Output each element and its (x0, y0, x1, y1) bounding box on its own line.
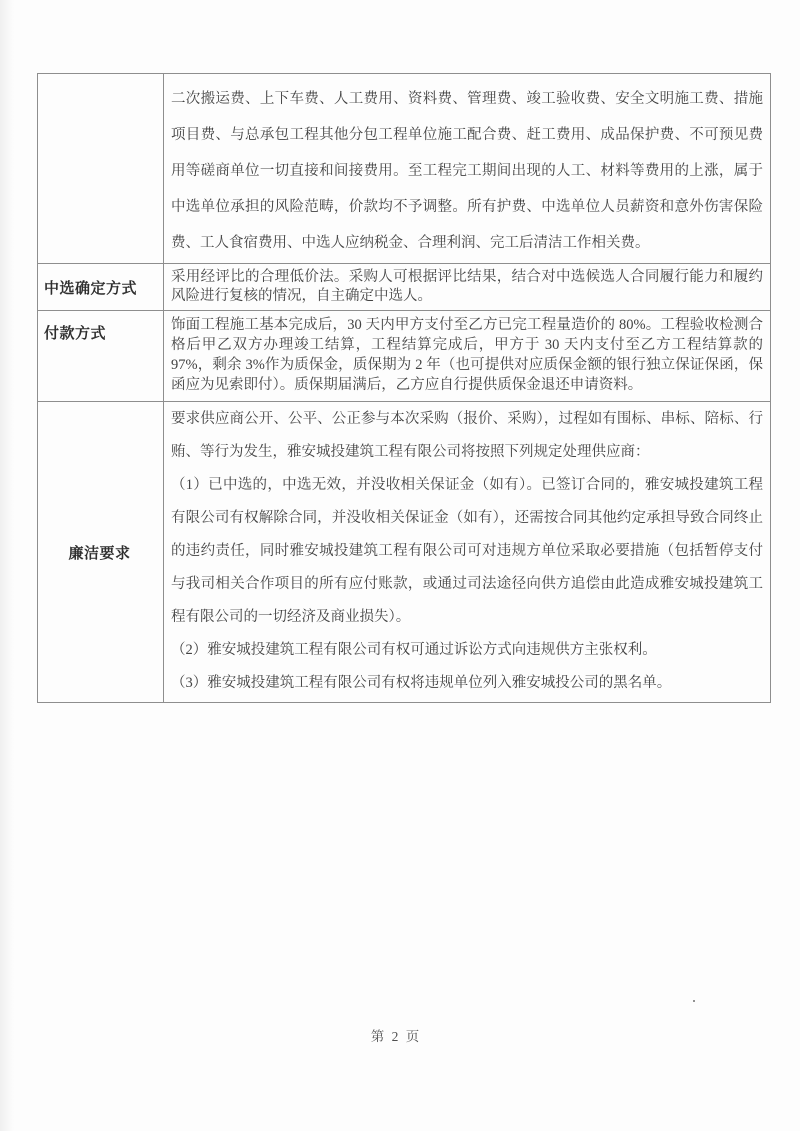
row-content-integrity-requirements (164, 402, 771, 703)
integrity-paragraph-intro: 要求供应商公开、公平、公正参与本次采购（报价、采购），过程如有围标、串标、陪标、行贿、等行为发生，雅安城投建筑工程有限公司将按照下列规定处理供应商： (171, 411, 763, 460)
row-content-selection-method: 采用经评比的合理低价法。采购人可根据评比结果，结合对中选候选人合同履行能力和履约风险进行复核的情况，自主确定中选人。 (164, 264, 771, 311)
row-label-selection-method: 中选确定方式 (38, 264, 164, 311)
row-label-payment-method: 付款方式 (38, 311, 164, 402)
table-row-payment-method (38, 311, 771, 402)
integrity-paragraph-clause-2: （2）雅安城投建筑工程有限公司有权可通过诉讼方式向违规供方主张权利。 (171, 642, 657, 658)
table-row-fees (38, 74, 771, 264)
table-row-integrity-requirements (38, 402, 771, 703)
row-content-payment-method: 饰面工程施工基本完成后，30 天内甲方支付至乙方已完工程量造价的 80%。工程验收检测合格后甲乙双方办理竣工结算，工程结算完成后，甲方于 30 天内支付至乙方工程结算款的 97%，剩余 3%作为质保金，质保期为 2 年（也可提供对应质保金额的银行独立保证保函，保函应为见索即付）。质保期届满后，乙方应自行提供质保金退还申请资料。 (164, 311, 771, 402)
row-content-fees: 二次搬运费、上下车费、人工费用、资料费、管理费、竣工验收费、安全文明施工费、措施项目费、与总承包工程其他分包工程单位施工配合费、赶工费用、成品保护费、不可预见费用等磋商单位一切直接和间接费用。至工程完工期间出现的人工、材料等费用的上涨，属于中选单位承担的风险范畴，价款均不予调整。所有护费、中选单位人员薪资和意外伤害保险费、工人食宿费用、中选人应纳税金、合理利润、完工后清洁工作相关费。 (164, 74, 771, 264)
row-label-integrity-requirements: 廉洁要求 (38, 402, 164, 703)
row-label-fees (38, 74, 164, 264)
scan-speck (693, 1000, 695, 1002)
table-row-selection-method (38, 264, 771, 311)
scan-edge-shadow (0, 0, 14, 1131)
page-number: 第 2 页 (370, 1029, 422, 1044)
integrity-paragraph-clause-3: （3）雅安城投建筑工程有限公司有权将违规单位列入雅安城投公司的黑名单。 (171, 675, 672, 691)
procurement-terms-table (37, 73, 771, 703)
integrity-paragraph-clause-1: （1）已中选的，中选无效，并没收相关保证金（如有）。已签订合同的，雅安城投建筑工程有限公司有权解除合同，并没收相关保证金（如有），还需按合同其他约定承担导致合同终止的违约责任，同时雅安城投建筑工程有限公司可对违规方单位采取必要措施（包括暂停支付与我司相关合作项目的所有应付账款，或通过司法途径向供方追偿由此造成雅安城投建筑工程有限公司的一切经济及商业损失）。 (171, 477, 763, 625)
